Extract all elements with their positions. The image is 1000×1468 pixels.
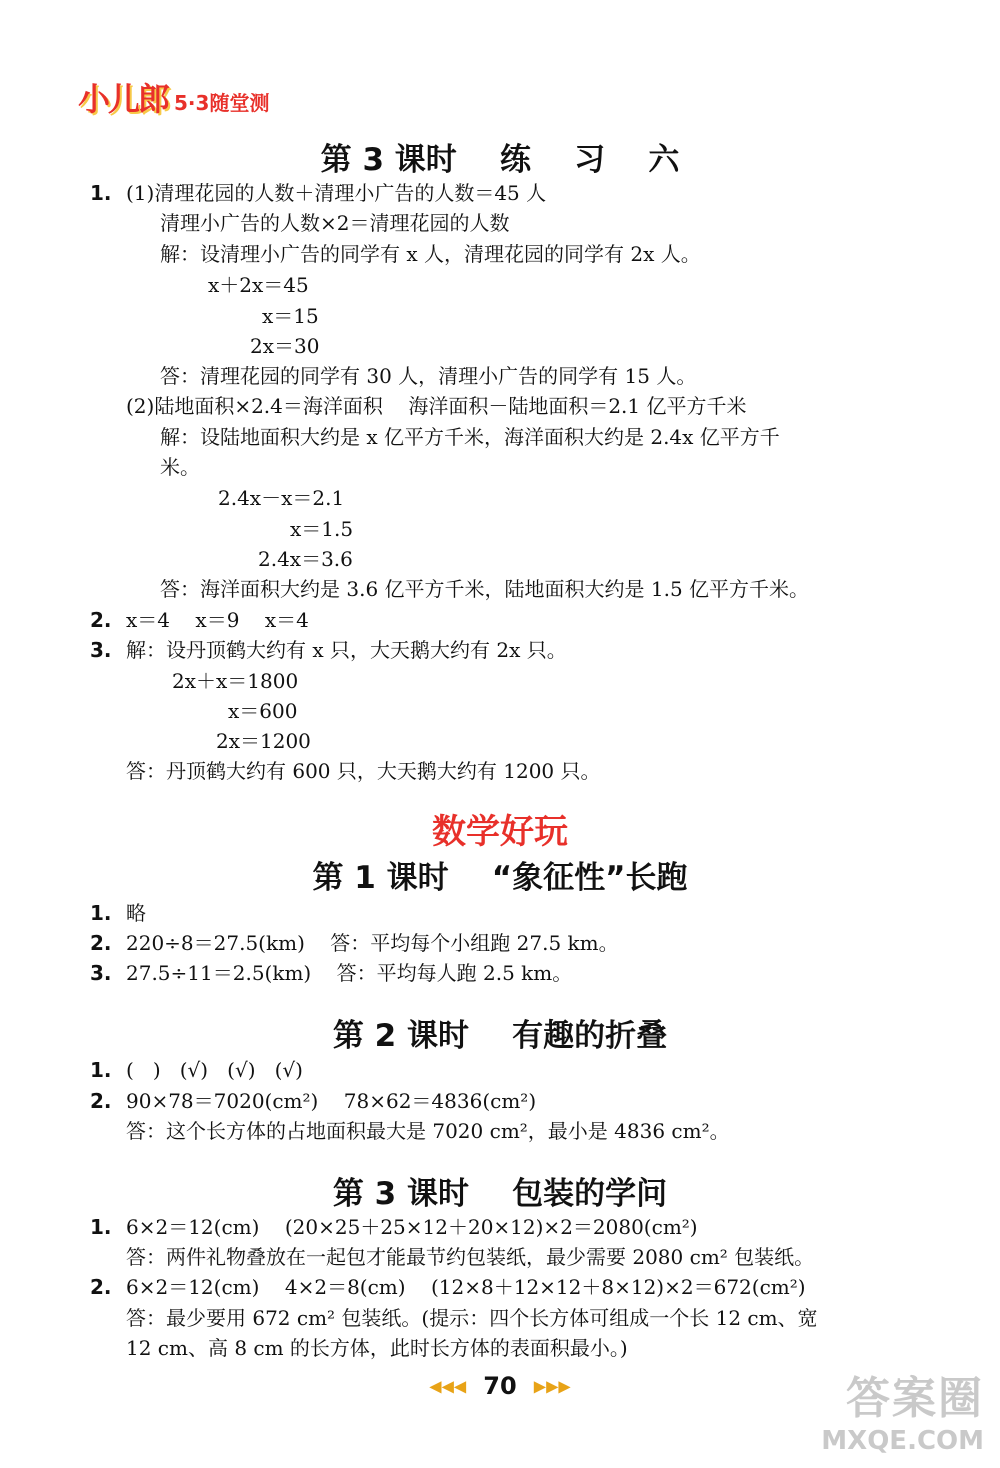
- q-number: 1.: [90, 901, 112, 925]
- answer-line: (1)清理花园的人数＋清理小广告的人数＝45 人: [126, 181, 547, 205]
- watermark: [821, 1362, 984, 1456]
- answer-line: x＝4 x＝9 x＝4: [126, 608, 309, 632]
- q-number: 1.: [90, 1215, 112, 1239]
- answer-line: 答：丹顶鹤大约有 600 只，大天鹅大约有 1200 只。: [126, 759, 601, 783]
- section-title-folding: 第 2 课时 有趣的折叠: [332, 1018, 668, 1054]
- answer-line: 解：设丹顶鹤大约有 x 只，大天鹅大约有 2x 只。: [126, 638, 567, 662]
- section-title-practice-6: 第 3 课时 练 习 六: [320, 142, 680, 178]
- answer-line: 27.5÷11＝2.5(km) 答：平均每人跑 2.5 km。: [126, 961, 573, 985]
- unit-title-fun-math: 数学好玩: [432, 812, 568, 852]
- q-number: 2.: [90, 931, 112, 955]
- q-number: 1.: [90, 1058, 112, 1082]
- q-number: 2.: [90, 1089, 112, 1113]
- answer-line: 答：清理花园的同学有 30 人，清理小广告的同学有 15 人。: [160, 364, 697, 388]
- equation-line: 2x＝30: [250, 334, 320, 358]
- answer-line: 答：海洋面积大约是 3.6 亿平方千米，陆地面积大约是 1.5 亿平方千米。: [160, 577, 810, 601]
- answer-line: 清理小广告的人数×2＝清理花园的人数: [160, 211, 510, 235]
- answer-line: 解：设陆地面积大约是 x 亿平方千米，海洋面积大约是 2.4x 亿平方千: [160, 425, 780, 449]
- watermark-logo: 答案圈: [846, 1373, 984, 1424]
- q-number: 1.: [90, 181, 112, 205]
- watermark-url: MXQE.COM: [821, 1426, 984, 1456]
- brand-logo: 小儿郎: [78, 80, 169, 118]
- equation-line: 2.4x＝3.6: [258, 547, 353, 571]
- prev-arrows-icon: ◀◀◀: [429, 1376, 467, 1396]
- equation-line: x＝600: [228, 699, 298, 723]
- q-number: 3.: [90, 961, 112, 985]
- answer-line: 略: [126, 901, 146, 925]
- q-number: 2.: [90, 1275, 112, 1299]
- answer-line: 6×2＝12(cm) 4×2＝8(cm) (12×8＋12×12＋8×12)×2＝672(cm²): [126, 1275, 806, 1299]
- equation-line: x＝1.5: [290, 517, 354, 541]
- q-number: 3.: [90, 638, 112, 662]
- answer-line: 答：最少要用 672 cm² 包装纸。(提示：四个长方体可组成一个长 12 cm、宽: [126, 1306, 818, 1330]
- answer-line: (2)陆地面积×2.4＝海洋面积 海洋面积－陆地面积＝2.1 亿平方千米: [126, 394, 747, 418]
- answer-line: 12 cm、高 8 cm 的长方体，此时长方体的表面积最小。): [126, 1336, 628, 1360]
- equation-line: x＝15: [262, 304, 319, 328]
- equation-line: 2x＋x＝1800: [172, 669, 299, 693]
- next-arrows-icon: ▶▶▶: [533, 1376, 571, 1396]
- brand-header: [78, 74, 269, 120]
- answer-line: 解：设清理小广告的同学有 x 人，清理花园的同学有 2x 人。: [160, 242, 701, 266]
- answer-line: ( ) (√) (√) (√): [126, 1058, 303, 1082]
- equation-line: 2.4x－x＝2.1: [218, 486, 345, 510]
- answer-line: 90×78＝7020(cm²) 78×62＝4836(cm²): [126, 1089, 537, 1113]
- section-title-symbolic-run: 第 1 课时 “象征性”长跑: [312, 860, 688, 896]
- equation-line: 2x＝1200: [216, 729, 311, 753]
- equation-line: x＋2x＝45: [208, 273, 309, 297]
- q-number: 2.: [90, 608, 112, 632]
- brand-series: 5·3随堂测: [174, 91, 270, 115]
- page-number: 70: [483, 1372, 517, 1400]
- section-title-packaging: 第 3 课时 包装的学问: [332, 1176, 668, 1212]
- answer-line: 6×2＝12(cm) (20×25＋25×12＋20×12)×2＝2080(cm²): [126, 1215, 698, 1239]
- answer-line: 220÷8＝27.5(km) 答：平均每个小组跑 27.5 km。: [126, 931, 619, 955]
- answer-line: 答：这个长方体的占地面积最大是 7020 cm²，最小是 4836 cm²。: [126, 1119, 730, 1143]
- answer-line: 答：两件礼物叠放在一起包才能最节约包装纸，最少需要 2080 cm² 包装纸。: [126, 1245, 815, 1269]
- answer-line: 米。: [160, 455, 200, 479]
